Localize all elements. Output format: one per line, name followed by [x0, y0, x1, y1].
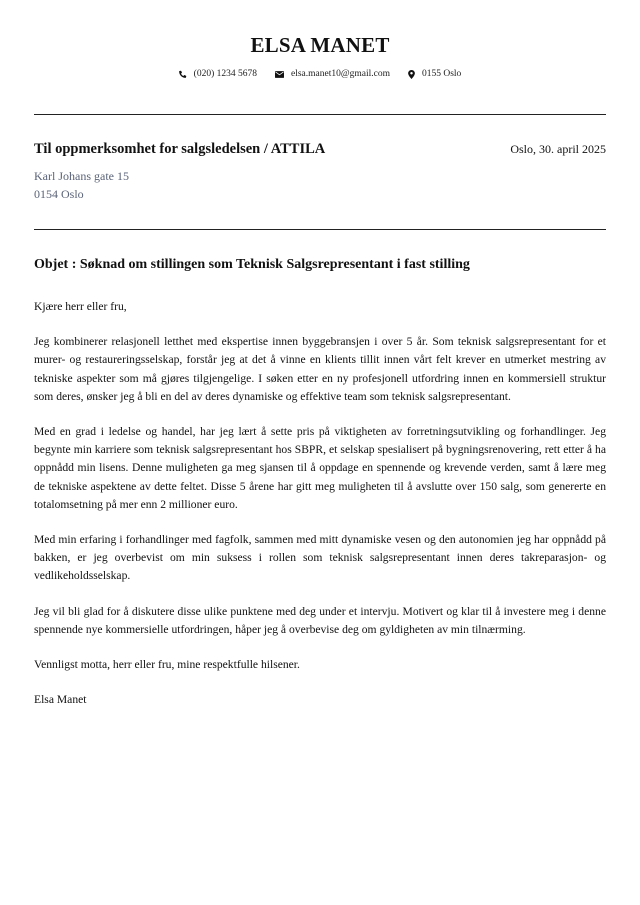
letter-date: Oslo, 30. april 2025 — [510, 142, 606, 156]
contact-email — [275, 69, 390, 79]
location-text: 0155 Oslo — [421, 69, 462, 79]
envelope-icon — [275, 71, 284, 78]
email-address: elsa.manet10@gmail.com — [291, 69, 390, 79]
contact-phone — [179, 69, 257, 79]
paragraph-1: Jeg kombinerer relasjonell letthet med ekspertise innen byggebransjen i over 5 år. Som teknisk salgsrepresentant for et murer- og restaureringsselskap, forstår jeg at det å vinne en klients tillit innen vårt felt krever en utmerket mestring av tekniske aspekter som må gjøres tilgjengelige. I søken etter en ny profesjonell utfordring innen en kommersiell struktur som deres, ønsker jeg å bli en del av deres dynamiske og effektive team som teknisk salgsrepresentant. — [34, 335, 606, 403]
contact-bar — [0, 69, 640, 79]
paragraph-4: Jeg vil bli glad for å diskutere disse ulike punktene med deg under et intervju. Motivert og klar til å investere meg i denne spennende nye kommersielle utfordringen, håper jeg å overbevise deg om gyldigheten av min tilnærming. — [34, 604, 606, 636]
address-line-1: Karl Johans gate 15 — [34, 169, 129, 183]
paragraph-3: Med min erfaring i forhandlinger med fagfolk, sammen med mitt dynamiske vesen og den autonomien jeg har oppnådd på bakken, er jeg overbevist om min suksess i rollen som teknisk salgsrepresentant innen deres takreparasjon- og vedlikeholdsselskap. — [34, 533, 606, 583]
greeting: Kjære herr eller fru, — [34, 300, 127, 313]
letter-subject: Objet : Søknad om stillingen som Teknisk Salgsrepresentant i fast stilling — [34, 257, 470, 272]
signature: Elsa Manet — [34, 693, 87, 707]
contact-location — [408, 69, 461, 79]
recipient-address — [34, 167, 129, 203]
header-divider — [34, 114, 606, 115]
letter-body — [34, 298, 606, 726]
recipient-divider — [34, 229, 606, 230]
paragraph-2: Med en grad i ledelse og handel, har jeg lært å sette pris på viktigheten av forretningsutvikling og forhandlinger. Jeg begynte min karriere som teknisk salgsrepresentant hos SBPR, et selskap spesialisert på bygningsrenovering, rett etter å ha oppnådd min lisens. Denne muligheten ga meg sjansen til å oppdage en spennende og krevende verden, samt å lære meg de tekniske aspektene av dette feltet. Disse 5 årene har gitt meg muligheten til å avslutte over 150 salg, som genererte en totalomsetning på mer enn 2 millioner euro. — [34, 425, 606, 511]
recipient-title: Til oppmerksomhet for salgsledelsen / ATTILA — [34, 141, 326, 157]
address-line-2: 0154 Oslo — [34, 187, 84, 201]
applicant-name: ELSA MANET — [250, 33, 390, 57]
phone-number: (020) 1234 5678 — [193, 69, 257, 79]
map-pin-icon — [408, 70, 415, 79]
phone-icon — [179, 70, 187, 78]
closing: Vennligst motta, herr eller fru, mine respektfulle hilsener. — [34, 658, 300, 672]
